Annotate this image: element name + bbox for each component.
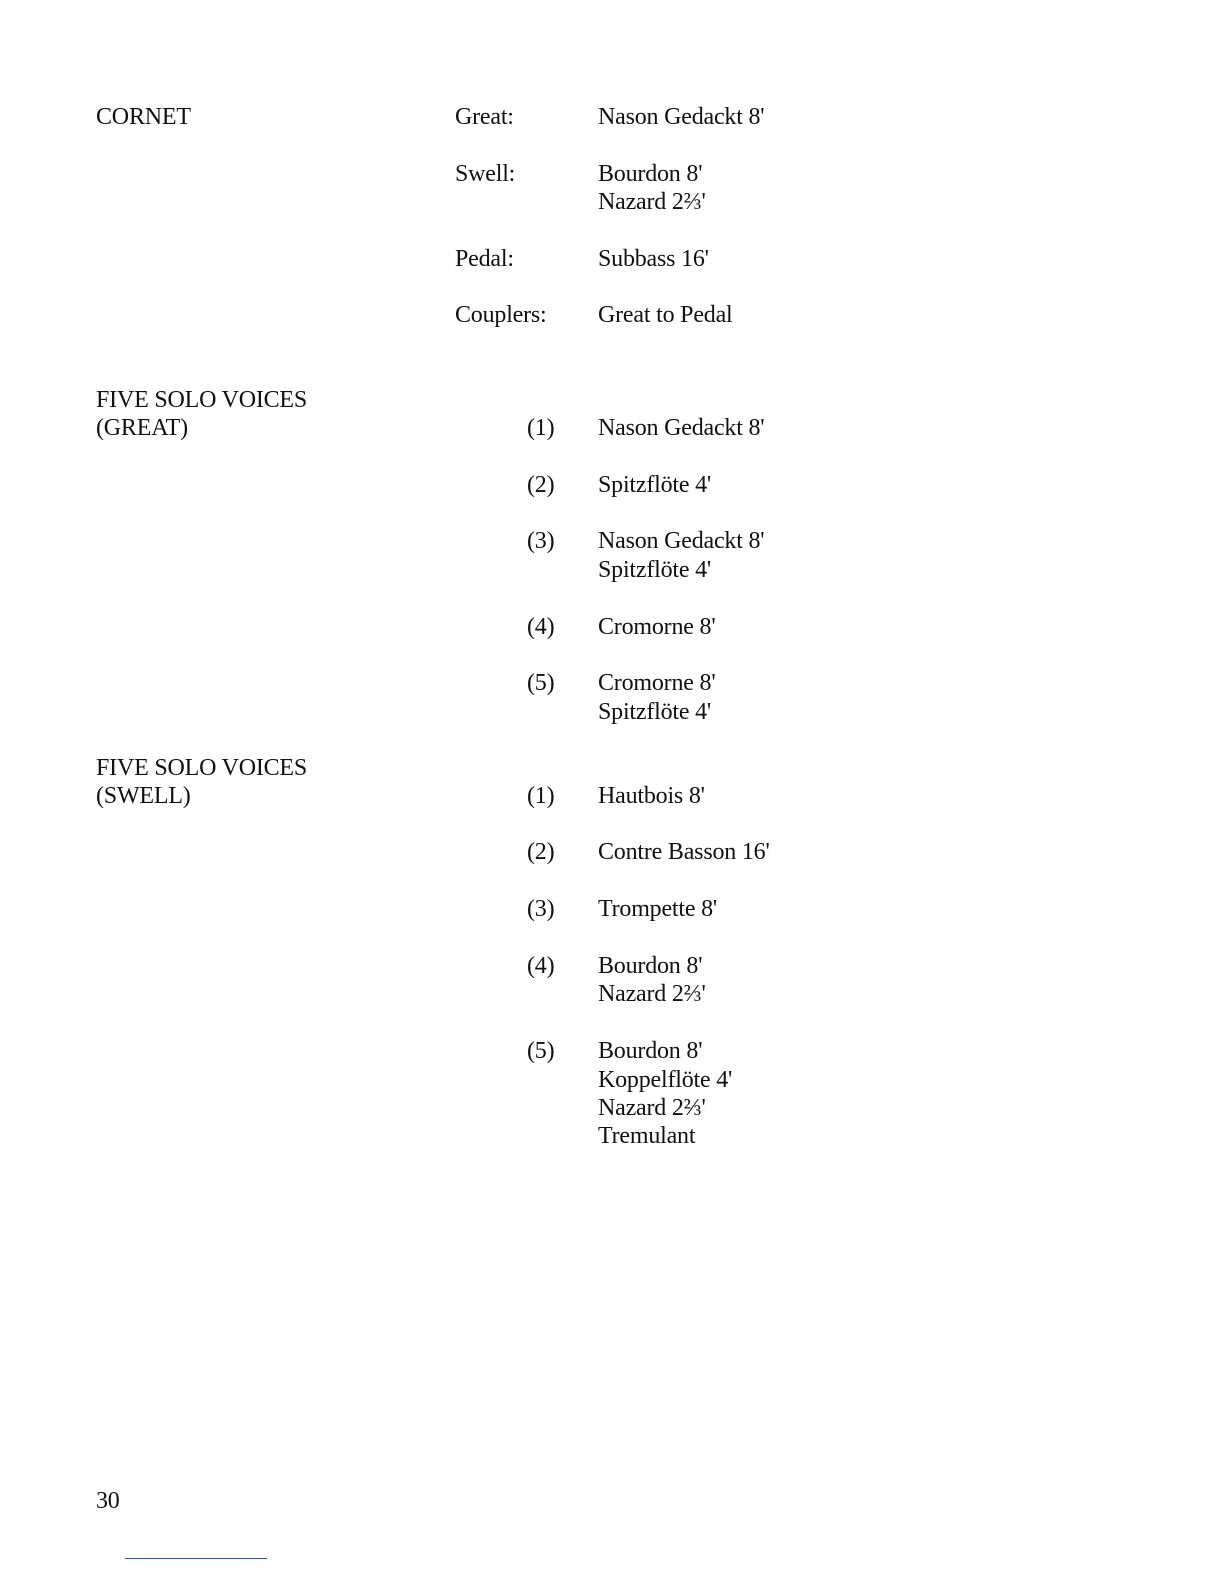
page-number: 30 [96, 1488, 120, 1514]
stop-name: Koppelflöte 4' [598, 1067, 733, 1093]
manual-label-great: Great: [455, 104, 514, 130]
section-heading-great-solo: FIVE SOLO VOICES [96, 387, 308, 413]
item-number: (5) [527, 670, 555, 696]
item-number: (4) [527, 953, 555, 979]
section-heading-cornet: CORNET [96, 104, 191, 130]
stop-name: Tremulant [598, 1123, 696, 1149]
stop-name: Spitzflöte 4' [598, 557, 712, 583]
manual-label-couplers: Couplers: [455, 302, 547, 328]
stop-name: Bourdon 8' [598, 161, 703, 187]
stop-name: Nazard 2⅔' [598, 981, 706, 1007]
stop-name: Nason Gedackt 8' [598, 528, 765, 554]
stop-name: Contre Basson 16' [598, 839, 770, 865]
stop-name: Nazard 2⅔' [598, 1095, 706, 1121]
item-number: (1) [527, 783, 555, 809]
stop-name: Spitzflöte 4' [598, 699, 712, 725]
item-number: (3) [527, 896, 555, 922]
item-number: (2) [527, 839, 555, 865]
stop-name: Nason Gedackt 8' [598, 415, 765, 441]
stop-name: Cromorne 8' [598, 614, 716, 640]
stop-name: Great to Pedal [598, 302, 733, 328]
section-heading-swell-solo: FIVE SOLO VOICES [96, 755, 308, 781]
item-number: (5) [527, 1038, 555, 1064]
section-subheading-great: (GREAT) [96, 415, 188, 441]
stop-name: Nazard 2⅔' [598, 189, 706, 215]
footer-rule [125, 1558, 267, 1559]
stop-name: Bourdon 8' [598, 953, 703, 979]
stop-name: Subbass 16' [598, 246, 709, 272]
item-number: (3) [527, 528, 555, 554]
stop-name: Bourdon 8' [598, 1038, 703, 1064]
item-number: (4) [527, 614, 555, 640]
manual-label-pedal: Pedal: [455, 246, 514, 272]
stop-name: Hautbois 8' [598, 783, 705, 809]
manual-label-swell: Swell: [455, 161, 516, 187]
section-subheading-swell: (SWELL) [96, 783, 191, 809]
item-number: (2) [527, 472, 555, 498]
stop-name: Cromorne 8' [598, 670, 716, 696]
item-number: (1) [527, 415, 555, 441]
stop-name: Nason Gedackt 8' [598, 104, 765, 130]
stop-name: Spitzflöte 4' [598, 472, 712, 498]
stop-name: Trompette 8' [598, 896, 718, 922]
